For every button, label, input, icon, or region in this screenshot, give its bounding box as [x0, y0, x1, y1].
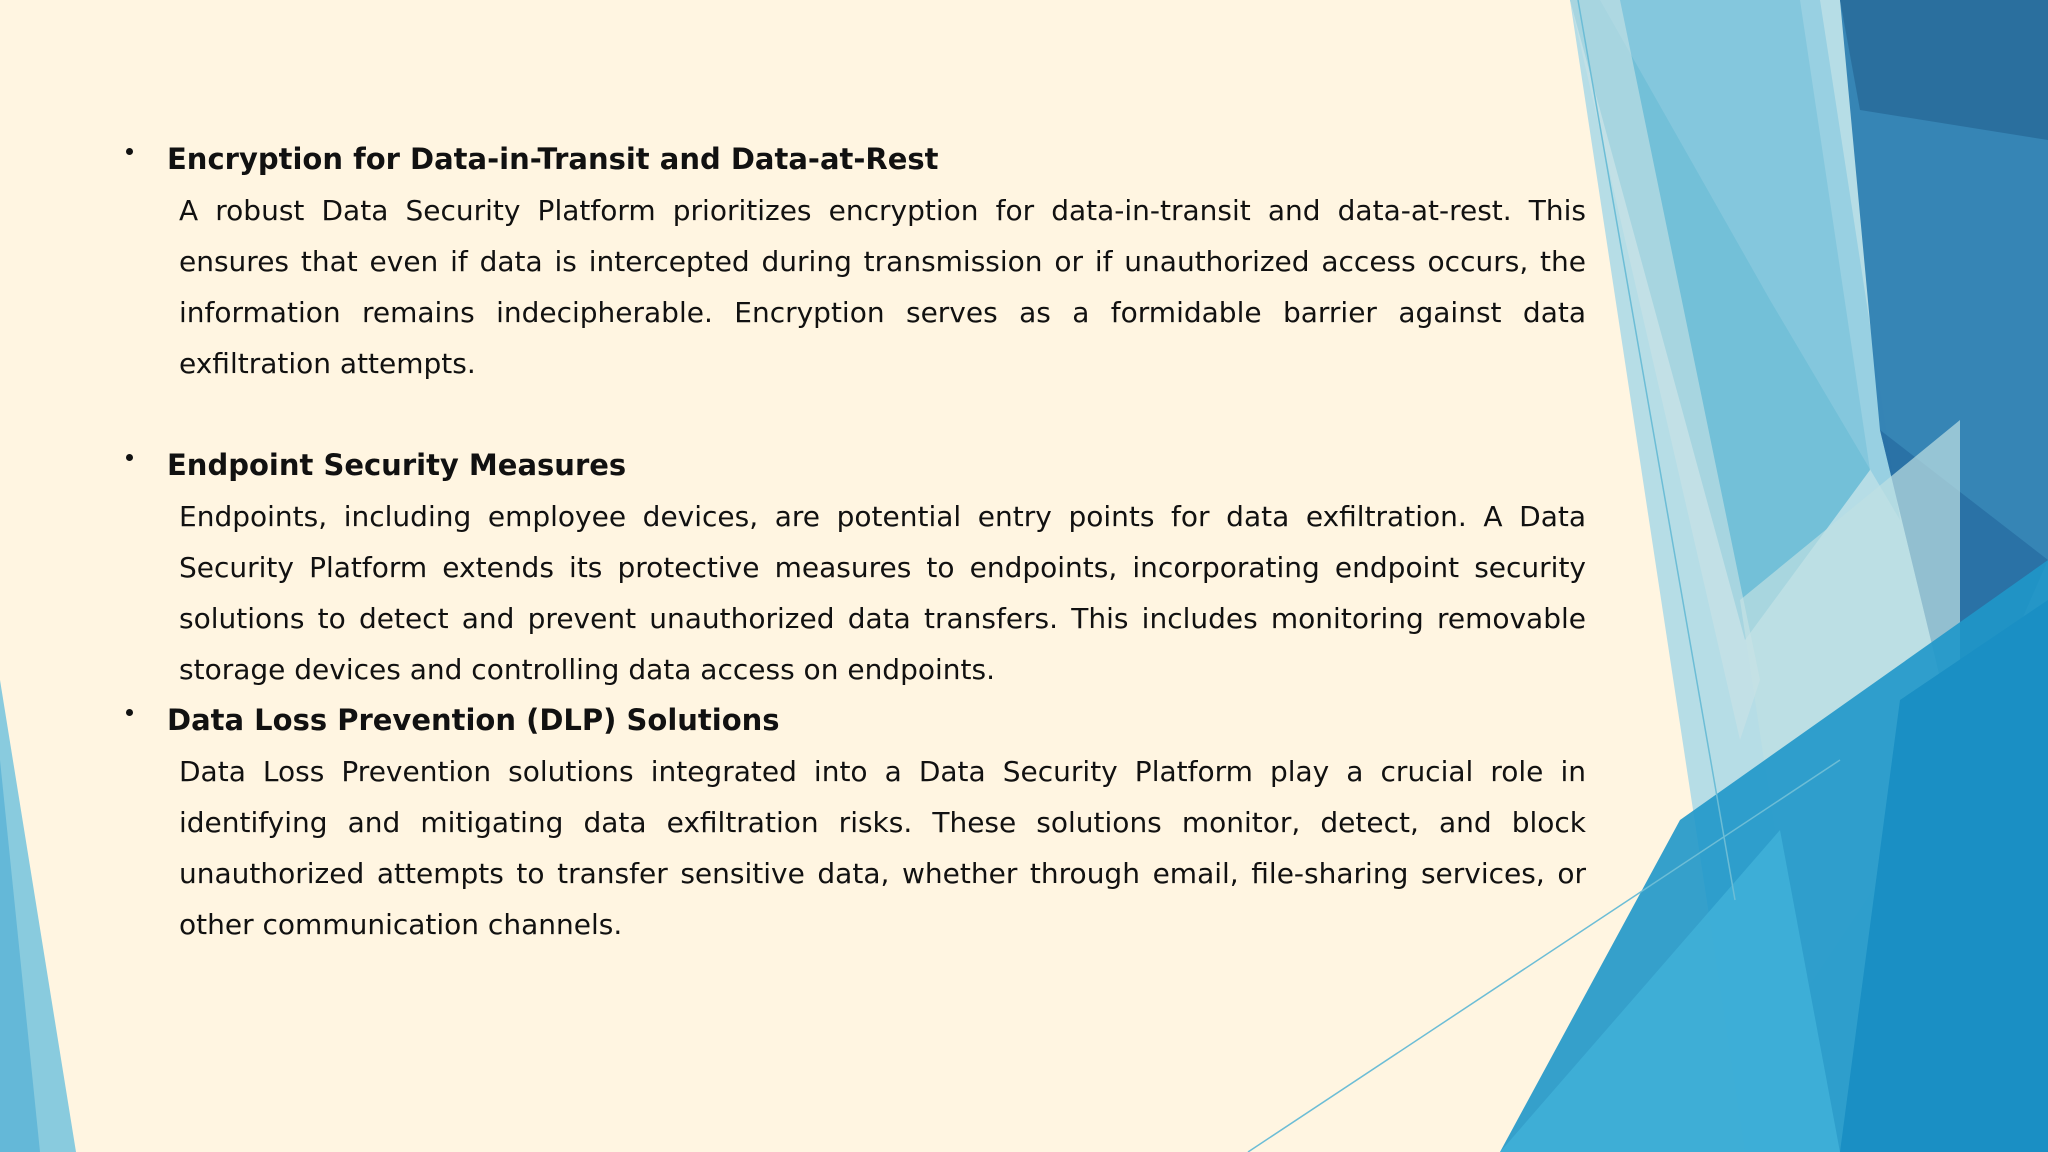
bullet-item: [126, 134, 1586, 389]
bullet-icon: [126, 454, 133, 461]
spacer: [126, 389, 1586, 440]
bullet-title: Encryption for Data-in-Transit and Data-at-Rest: [167, 142, 939, 176]
bullet-title: Data Loss Prevention (DLP) Solutions: [167, 703, 780, 737]
bullet-item: [126, 695, 1586, 950]
slide-content: [126, 134, 1586, 950]
bullet-item: [126, 440, 1586, 695]
bullet-body: Endpoints, including employee devices, are potential entry points for data exfiltration. A Data Security Platform extends its protective measures to endpoints, incorporating endpoint security solutions to detect and prevent unauthorized data transfers. This includes monitoring removable storage devices and controlling data access on endpoints.: [179, 500, 1586, 686]
bullet-icon: [126, 148, 133, 155]
bullet-body: Data Loss Prevention solutions integrated into a Data Security Platform play a crucial role in identifying and mitigating data exfiltration risks. These solutions monitor, detect, and block unauthorized attempts to transfer sensitive data, whether through email, file-sharing services, or other communication channels.: [179, 755, 1586, 941]
bullet-body: A robust Data Security Platform prioritizes encryption for data-in-transit and data-at-rest. This ensures that even if data is intercepted during transmission or if unauthorized access occurs, the information remains indecipherable. Encryption serves as a formidable barrier against data exfiltration attempts.: [179, 194, 1586, 380]
bullet-title: Endpoint Security Measures: [167, 448, 627, 482]
bullet-icon: [126, 709, 133, 716]
